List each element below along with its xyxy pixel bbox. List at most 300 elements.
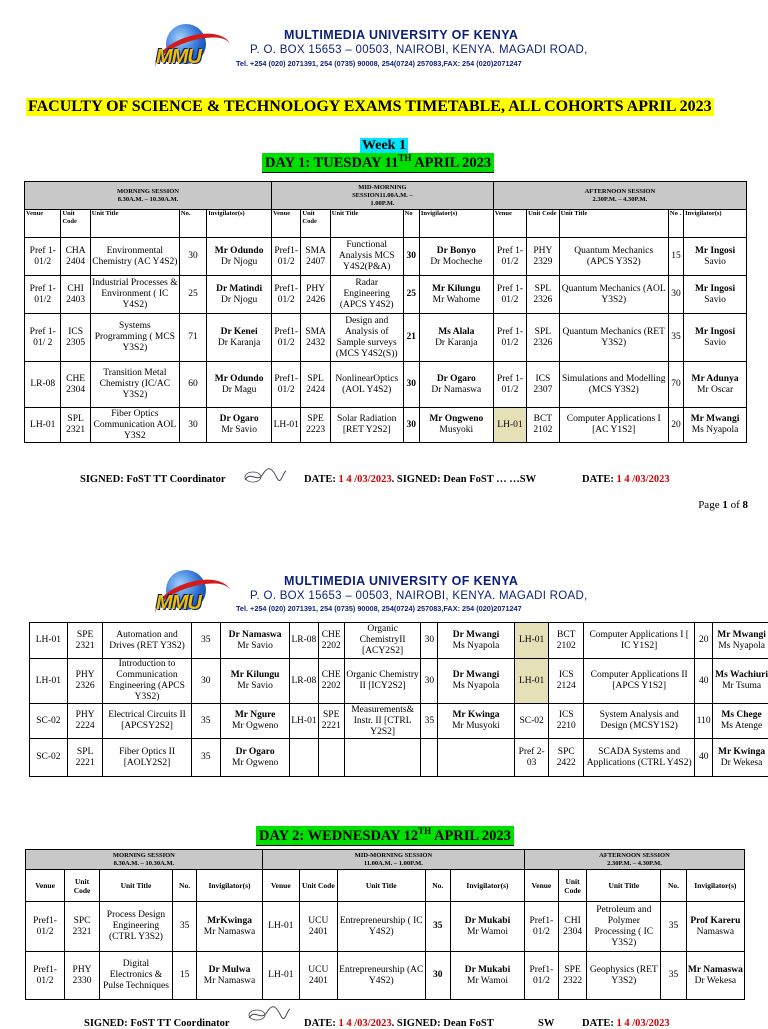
chief-invigilator: Dr Ogaro: [437, 374, 476, 384]
chief-invigilator: Mr Kwinga: [452, 710, 499, 720]
invigilator-cell: [207, 314, 272, 362]
unit-code-cell: SPE 2321: [67, 623, 103, 659]
column-header: Venue: [262, 870, 299, 902]
unit-title-cell: Introduction to Communication Engineering (APCS Y3S2): [103, 659, 191, 704]
student-count-cell: 35: [421, 704, 438, 739]
chief-invigilator: Mr Mwangi: [691, 414, 740, 424]
table-row: [30, 659, 768, 704]
venue-cell: LR-08: [290, 659, 318, 704]
student-count-cell: 110: [695, 704, 713, 739]
chief-invigilator: Mr Ngure: [235, 710, 276, 720]
unit-code-cell: SPL 2326: [527, 314, 559, 362]
chief-invigilator: Mr Ongweno: [429, 414, 483, 424]
unit-code-cell: BCT 2102: [549, 623, 584, 659]
unit-title-cell: SCADA Systems and Applications (CTRL Y4S2): [584, 739, 695, 777]
venue-cell: LH-01: [493, 408, 526, 443]
invigilator-cell: [220, 623, 289, 659]
chief-invigilator: Dr Ogaro: [236, 747, 275, 757]
unit-code-cell: ICS 2124: [549, 659, 584, 704]
student-count-cell: 60: [179, 362, 206, 408]
unit-title-cell: Geophysics (RET Y3S2): [587, 952, 661, 1000]
chief-invigilator: Prof Kareru: [690, 916, 740, 926]
invigilator-cell: [419, 238, 493, 276]
invigilator-cell: [686, 902, 744, 952]
venue-cell: LH-01: [514, 623, 549, 659]
invigilator-cell: [686, 952, 744, 1000]
column-header: Unit Title: [330, 210, 403, 238]
unit-title-cell: Measurements& Instr. II [CTRL Y2S2]: [344, 704, 421, 739]
chief-invigilator: Ms Alala: [438, 327, 474, 337]
unit-title-cell: Digital Electronics & Pulse Techniques: [99, 952, 172, 1000]
table-row: [30, 623, 768, 659]
student-count-cell: 20: [695, 623, 713, 659]
venue-cell: LH-01: [30, 659, 68, 704]
logo-text: MMU: [156, 592, 201, 615]
unit-code-cell: ICS 2210: [549, 704, 584, 739]
assistant-invigilator: Mr Wahome: [433, 295, 480, 305]
week-label: [0, 136, 768, 154]
unit-code-cell: PHY 2329: [527, 238, 559, 276]
unit-title-cell: Solar Radiation [RET Y2S2]: [330, 408, 403, 443]
student-count-cell: 30: [421, 623, 438, 659]
unit-title-cell: Entrepreneurship ( IC Y4S2): [337, 902, 425, 952]
column-header: Invigilator(s): [197, 870, 263, 902]
assistant-invigilator: Dr Namaswa: [431, 385, 481, 395]
invigilator-cell: [713, 623, 768, 659]
table-row: [25, 238, 747, 276]
unit-title-cell: Quantum Mechanics (AOL Y3S2): [559, 276, 668, 314]
unit-title-cell: Quantum Mechanics (RET Y3S2): [559, 314, 668, 362]
unit-code-cell: BCT 2102: [527, 408, 559, 443]
column-header: Venue: [25, 210, 61, 238]
unit-title-cell: Electrical Circuits II [APCSY2S2]: [103, 704, 191, 739]
student-count-cell: 21: [403, 314, 419, 362]
column-header: Unit Title: [90, 210, 179, 238]
chief-invigilator: Dr Mukabi: [465, 965, 511, 975]
unit-code-cell: PHY 2326: [67, 659, 103, 704]
unit-title-cell: Fiber Optics Communication AOL Y3S2: [90, 408, 179, 443]
invigilator-cell: [450, 902, 524, 952]
column-header: Invigilator(s): [207, 210, 272, 238]
column-header: Unit Code: [65, 870, 100, 902]
column-header: Unit Code: [299, 870, 337, 902]
unit-code-cell: SPE 2322: [558, 952, 587, 1000]
assistant-invigilator: Savio: [704, 295, 726, 305]
assistant-invigilator: Mr Savio: [237, 641, 273, 651]
assistant-invigilator: Dr Mocheche: [430, 257, 482, 267]
signature-sw: SW: [538, 1018, 554, 1029]
column-header: Venue: [524, 870, 558, 902]
invigilator-cell: [207, 238, 272, 276]
invigilator-cell: [419, 362, 493, 408]
venue-cell: LH-01: [262, 902, 299, 952]
column-header: No.: [425, 870, 450, 902]
signature-date-row-2: DATE: 1 4 /03/2023. SIGNED: Dean FoST: [304, 1018, 494, 1029]
unit-code-cell: ICS 2305: [61, 314, 90, 362]
university-logo-2: [154, 570, 234, 622]
university-contacts: Tel. +254 (020) 2071391, 254 (0735) 90008, 254(0724) 257083,FAX: 254 (020)2071247: [236, 59, 522, 68]
unit-title-cell: Functional Analysis MCS Y4S2(P&A): [330, 238, 403, 276]
assistant-invigilator: Mr Wamoi: [467, 927, 508, 937]
assistant-invigilator: Ms Nyapola: [453, 681, 500, 691]
table-row: [26, 902, 745, 952]
university-name-2: MULTIMEDIA UNIVERSITY OF KENYA: [284, 574, 518, 588]
student-count-cell: 70: [668, 362, 683, 408]
invigilator-cell: [207, 408, 272, 443]
chief-invigilator: Dr Namaswa: [229, 630, 282, 640]
student-count-cell: 30: [403, 238, 419, 276]
chief-invigilator: Ms Chege: [721, 710, 761, 720]
student-count-cell: 30: [668, 276, 683, 314]
unit-title-cell: Transition Metal Chemistry (IC/AC Y3S2): [90, 362, 179, 408]
venue-cell: Pref 1-01/2: [493, 362, 526, 408]
unit-code-cell: PHY 2426: [301, 276, 330, 314]
assistant-invigilator: Ms Nyapola: [692, 425, 739, 435]
column-header: Unit Code: [61, 210, 90, 238]
chief-invigilator: Mr Adunya: [692, 374, 739, 384]
venue-cell: LH-01: [262, 952, 299, 1000]
unit-title-cell: Environmental Chemistry (AC Y4S2): [90, 238, 179, 276]
unit-code-cell: CHE 2304: [61, 362, 90, 408]
unit-title-cell: Fiber Optics II [AOLY2S2]: [103, 739, 191, 777]
column-header: Venue: [493, 210, 526, 238]
assistant-invigilator: Dr Magu: [222, 385, 257, 395]
chief-invigilator: Dr Mukabi: [465, 916, 511, 926]
venue-cell: LH-01: [272, 408, 301, 443]
student-count-cell: 30: [425, 952, 450, 1000]
university-contacts-2: Tel. +254 (020) 2071391, 254 (0735) 90008, 254(0724) 257083,FAX: 254 (020)2071247: [236, 604, 522, 613]
student-count-cell: 71: [179, 314, 206, 362]
venue-cell: Pref 1-01/2: [493, 238, 526, 276]
chief-invigilator: Dr Kenei: [221, 327, 258, 337]
assistant-invigilator: Mr Savio: [237, 681, 273, 691]
unit-title-cell: Industrial Processes & Environment ( IC Y4S2): [90, 276, 179, 314]
assistant-invigilator: Dr Wekesa: [721, 758, 763, 768]
unit-code-cell: CHI 2304: [558, 902, 587, 952]
table-row: [30, 704, 768, 739]
table-row: [25, 276, 747, 314]
student-count-cell: 35: [425, 902, 450, 952]
unit-title-cell: Petroleum and Polymer Processing ( IC Y3S2): [587, 902, 661, 952]
university-name: MULTIMEDIA UNIVERSITY OF KENYA: [284, 28, 518, 42]
university-address-2: P. O. BOX 15653 – 00503, NAIROBI, KENYA. MAGADI ROAD,: [250, 590, 588, 602]
assistant-invigilator: Mr Oscar: [697, 385, 733, 395]
unit-title-cell: System Analysis and Design (MCSY1S2): [584, 704, 695, 739]
logo-text: MMU: [156, 46, 201, 69]
invigilator-cell: [207, 276, 272, 314]
unit-code-cell: CHA 2404: [61, 238, 90, 276]
column-header: Invigilator(s): [419, 210, 493, 238]
chief-invigilator: Dr Ogaro: [220, 414, 259, 424]
university-logo: [154, 24, 234, 76]
assistant-invigilator: Mr Musyoki: [452, 721, 500, 731]
invigilator-cell: [419, 408, 493, 443]
column-header: Unit Title: [337, 870, 425, 902]
signature-scribble-icon: [247, 1006, 291, 1022]
venue-cell: Pref1-01/2: [272, 238, 301, 276]
column-header: Unit Title: [559, 210, 668, 238]
chief-invigilator: Mr Ingosi: [695, 284, 735, 294]
chief-invigilator: Dr Mulwa: [209, 965, 251, 975]
unit-title-cell: Process Design Engineering (CTRL Y3S2): [99, 902, 172, 952]
assistant-invigilator: Savio: [704, 257, 726, 267]
chief-invigilator: MrKwinga: [207, 916, 252, 926]
venue-cell: Pref 1-01/ 2: [25, 314, 61, 362]
unit-code-cell: SPL 2326: [527, 276, 559, 314]
student-count-cell: 25: [179, 276, 206, 314]
invigilator-cell: [419, 276, 493, 314]
venue-cell: Pref1-01/2: [524, 952, 558, 1000]
venue-cell: SC-02: [30, 739, 68, 777]
venue-cell: LH-01: [30, 623, 68, 659]
student-count-cell: 40: [695, 659, 713, 704]
column-header: Unit Code: [558, 870, 587, 902]
venue-cell: LR-08: [25, 362, 61, 408]
unit-title-cell: Automation and Drives (RET Y3S2): [103, 623, 191, 659]
invigilator-cell: [684, 276, 747, 314]
assistant-invigilator: Dr Wekesa: [695, 976, 737, 986]
student-count-cell: 15: [172, 952, 196, 1000]
chief-invigilator: Mr Odundo: [215, 246, 264, 256]
assistant-invigilator: Musyoki: [439, 425, 473, 435]
unit-code-cell: SPC 2422: [549, 739, 584, 777]
chief-invigilator: Mr Odundo: [215, 374, 264, 384]
invigilator-cell: [450, 952, 524, 1000]
venue-cell: Pref 1-01/2: [493, 276, 526, 314]
invigilator-cell: [438, 659, 515, 704]
day2-timetable: [25, 849, 745, 1000]
unit-code-cell: ICS 2307: [527, 362, 559, 408]
invigilator-cell: [684, 362, 747, 408]
table-row: [25, 408, 747, 443]
invigilator-cell: [438, 623, 515, 659]
invigilator-cell: [220, 739, 289, 777]
unit-title-cell: Design and Analysis of Sample surveys (MCS Y4S2(S)): [330, 314, 403, 362]
document-title: FACULTY OF SCIENCE & TECHNOLOGY EXAMS TIMETABLE, ALL COHORTS APRIL 2023: [26, 98, 714, 116]
unit-code-cell: SPE 2221: [318, 704, 344, 739]
student-count-cell: 30: [421, 659, 438, 704]
mid-morning-session-header: MID-MORNING SESSION11.00A.M. – 1.00P.M.: [272, 182, 494, 210]
column-header: Invigilator(s): [686, 870, 744, 902]
dean-date: DATE: 1 4 /03/2023: [582, 474, 670, 485]
unit-code-cell: SPL 2221: [67, 739, 103, 777]
student-count-cell: 30: [179, 238, 206, 276]
assistant-invigilator: Mr Savio: [221, 425, 257, 435]
student-count-cell: 30: [403, 408, 419, 443]
unit-title-cell: [344, 739, 421, 777]
venue-cell: LR-08: [290, 623, 318, 659]
student-count-cell: 35: [661, 902, 686, 952]
assistant-invigilator: Mr Wamoi: [467, 976, 508, 986]
unit-code-cell: SPC 2321: [65, 902, 100, 952]
column-header: Invigilator(s): [450, 870, 524, 902]
unit-code-cell: SPL 2424: [301, 362, 330, 408]
unit-code-cell: CHE 2202: [318, 659, 344, 704]
unit-title-cell: Simulations and Modelling (MCS Y3S2): [559, 362, 668, 408]
invigilator-cell: [197, 952, 263, 1000]
venue-cell: Pref1-01/2: [26, 902, 65, 952]
venue-cell: LH-01: [25, 408, 61, 443]
invigilator-cell: [438, 739, 515, 777]
column-header: Unit Code: [301, 210, 330, 238]
student-count-cell: 25: [403, 276, 419, 314]
unit-title-cell: Computer Applications II [APCS Y1S2]: [584, 659, 695, 704]
venue-cell: Pref1-01/2: [272, 276, 301, 314]
day1-heading: DAY 1: TUESDAY 11TH APRIL 2023: [262, 153, 494, 173]
assistant-invigilator: Mr Ogweno: [232, 758, 278, 768]
chief-invigilator: Mr Kwinga: [718, 747, 765, 757]
assistant-invigilator: Mr Namaswa: [204, 976, 255, 986]
unit-title-cell: Computer Applications I [ IC Y1S2]: [584, 623, 695, 659]
dean-date-2: DATE: 1 4 /03/2023: [582, 1018, 670, 1029]
invigilator-cell: [684, 238, 747, 276]
morning-session-header: MORNING SESSION 8.30A.M. – 10.30A.M.: [26, 850, 263, 870]
venue-cell: Pref1-01/2: [272, 362, 301, 408]
unit-title-cell: Entrepreneurship (AC Y4S2): [337, 952, 425, 1000]
invigilator-cell: [220, 704, 289, 739]
table-row: [30, 739, 768, 777]
unit-title-cell: Quantum Mechanics (APCS Y3S2): [559, 238, 668, 276]
column-header: Venue: [26, 870, 65, 902]
student-count-cell: 15: [668, 238, 683, 276]
invigilator-cell: [713, 704, 768, 739]
unit-code-cell: PHY 2330: [65, 952, 100, 1000]
unit-code-cell: CHI 2403: [61, 276, 90, 314]
invigilator-cell: [197, 902, 263, 952]
student-count-cell: 35: [172, 902, 196, 952]
unit-code-cell: SPE 2223: [301, 408, 330, 443]
assistant-invigilator: Dr Karanja: [218, 338, 260, 348]
student-count-cell: 35: [668, 314, 683, 362]
student-count-cell: 30: [179, 408, 206, 443]
signature-date-row: DATE: 1 4 /03/2023. SIGNED: Dean FoST … …SW: [304, 474, 536, 485]
week-text: Week 1: [360, 138, 408, 153]
student-count-cell: 35: [661, 952, 686, 1000]
unit-title-cell: Radar Engineering (APCS Y4S2): [330, 276, 403, 314]
morning-session-header: MORNING SESSION 8.30A.M. – 10.30A.M.: [25, 182, 272, 210]
column-header: No.: [661, 870, 686, 902]
invigilator-cell: [220, 659, 289, 704]
chief-invigilator: Mr Namaswa: [688, 965, 743, 975]
day2-heading: DAY 2: WEDNESDAY 12TH APRIL 2023: [256, 826, 514, 846]
assistant-invigilator: Dr Karanja: [435, 338, 477, 348]
afternoon-session-header: AFTERNOON SESSION 2.30P.M. – 4.30P.M.: [493, 182, 746, 210]
column-header: No.: [172, 870, 196, 902]
invigilator-cell: [684, 314, 747, 362]
venue-cell: [290, 739, 318, 777]
unit-title-cell: NonlinearOptics (AOL Y4S2): [330, 362, 403, 408]
column-header: No .: [668, 210, 683, 238]
unit-code-cell: UCU 2401: [299, 952, 337, 1000]
unit-title-cell: Organic ChemistryII [ACY2S2]: [344, 623, 421, 659]
chief-invigilator: Dr Matindi: [216, 284, 262, 294]
chief-invigilator: Mr Ingosi: [695, 246, 735, 256]
column-header: Unit Title: [587, 870, 661, 902]
column-header: Unit Code: [527, 210, 559, 238]
page-number: Page 1 of 8: [698, 499, 748, 511]
invigilator-cell: [713, 739, 768, 777]
student-count-cell: 35: [191, 704, 220, 739]
venue-cell: LH-01: [290, 704, 318, 739]
day1-timetable-continued: [29, 622, 768, 777]
venue-cell: Pref1-01/2: [272, 314, 301, 362]
unit-title-cell: Organic Chemistry II [ICY2S2]: [344, 659, 421, 704]
chief-invigilator: Ms Wachiuri: [715, 670, 768, 680]
table-row: [25, 314, 747, 362]
chief-invigilator: Mr Kilungu: [231, 670, 280, 680]
assistant-invigilator: Mr Ogweno: [232, 721, 278, 731]
invigilator-cell: [684, 408, 747, 443]
afternoon-session-header: AFTERNOON SESSION 2.30P.M. – 4.30P.M.: [524, 850, 744, 870]
column-header: Unit Title: [99, 870, 172, 902]
chief-invigilator: Mr Kilungu: [432, 284, 481, 294]
venue-cell: Pref1-01/2: [524, 902, 558, 952]
chief-invigilator: Dr Mwangi: [453, 670, 500, 680]
student-count-cell: 30: [191, 659, 220, 704]
student-count-cell: 35: [191, 623, 220, 659]
assistant-invigilator: Mr Namaswa: [204, 927, 255, 937]
venue-cell: LH-01: [514, 659, 549, 704]
venue-cell: SC-02: [514, 704, 549, 739]
day1-timetable: [24, 181, 747, 443]
column-header: Invigilator(s): [684, 210, 747, 238]
venue-cell: Pref 1-01/2: [25, 276, 61, 314]
venue-cell: Pref 1-01/2: [493, 314, 526, 362]
student-count-cell: 35: [191, 739, 220, 777]
university-address: P. O. BOX 15653 – 00503, NAIROBI, KENYA. MAGADI ROAD,: [250, 44, 588, 56]
unit-code-cell: PHY 2224: [67, 704, 103, 739]
mid-morning-session-header: MID-MORNING SESSION 11.00A.M. – 1.00P.M.: [262, 850, 524, 870]
invigilator-cell: [438, 704, 515, 739]
assistant-invigilator: Ms Atenge: [721, 721, 762, 731]
table-row: [26, 952, 745, 1000]
coordinator-signature-label: SIGNED: FoST TT Coordinator: [80, 474, 226, 485]
coordinator-signature-label-2: SIGNED: FoST TT Coordinator: [84, 1018, 230, 1029]
chief-invigilator: Mr Mwangi: [717, 630, 766, 640]
unit-code-cell: CHE 2202: [318, 623, 344, 659]
venue-cell: Pref1-01/2: [26, 952, 65, 1000]
invigilator-cell: [207, 362, 272, 408]
column-header: No: [403, 210, 419, 238]
chief-invigilator: Dr Mwangi: [453, 630, 500, 640]
signature-scribble-icon: [243, 468, 287, 484]
unit-code-cell: UCU 2401: [299, 902, 337, 952]
column-header: Venue: [272, 210, 301, 238]
unit-code-cell: SMA 2432: [301, 314, 330, 362]
unit-title-cell: Systems Programming ( MCS Y3S2): [90, 314, 179, 362]
chief-invigilator: Mr Ingosi: [695, 327, 735, 337]
student-count-cell: [421, 739, 438, 777]
column-header: No.: [179, 210, 206, 238]
assistant-invigilator: Mr Tsuma: [722, 681, 761, 691]
assistant-invigilator: Dr Njogu: [221, 295, 257, 305]
table-row: [25, 362, 747, 408]
venue-cell: SC-02: [30, 704, 68, 739]
venue-cell: Pref 2-03: [514, 739, 549, 777]
unit-title-cell: Computer Applications I [AC Y1S2]: [559, 408, 668, 443]
assistant-invigilator: Ms Nyapola: [718, 641, 765, 651]
assistant-invigilator: Savio: [704, 338, 726, 348]
venue-cell: Pref 1-01/2: [25, 238, 61, 276]
unit-code-cell: [318, 739, 344, 777]
invigilator-cell: [419, 314, 493, 362]
unit-code-cell: SMA 2407: [301, 238, 330, 276]
student-count-cell: 40: [695, 739, 713, 777]
chief-invigilator: Dr Bonyo: [437, 246, 476, 256]
unit-code-cell: SPL 2321: [61, 408, 90, 443]
assistant-invigilator: Ms Nyapola: [453, 641, 500, 651]
student-count-cell: 30: [403, 362, 419, 408]
